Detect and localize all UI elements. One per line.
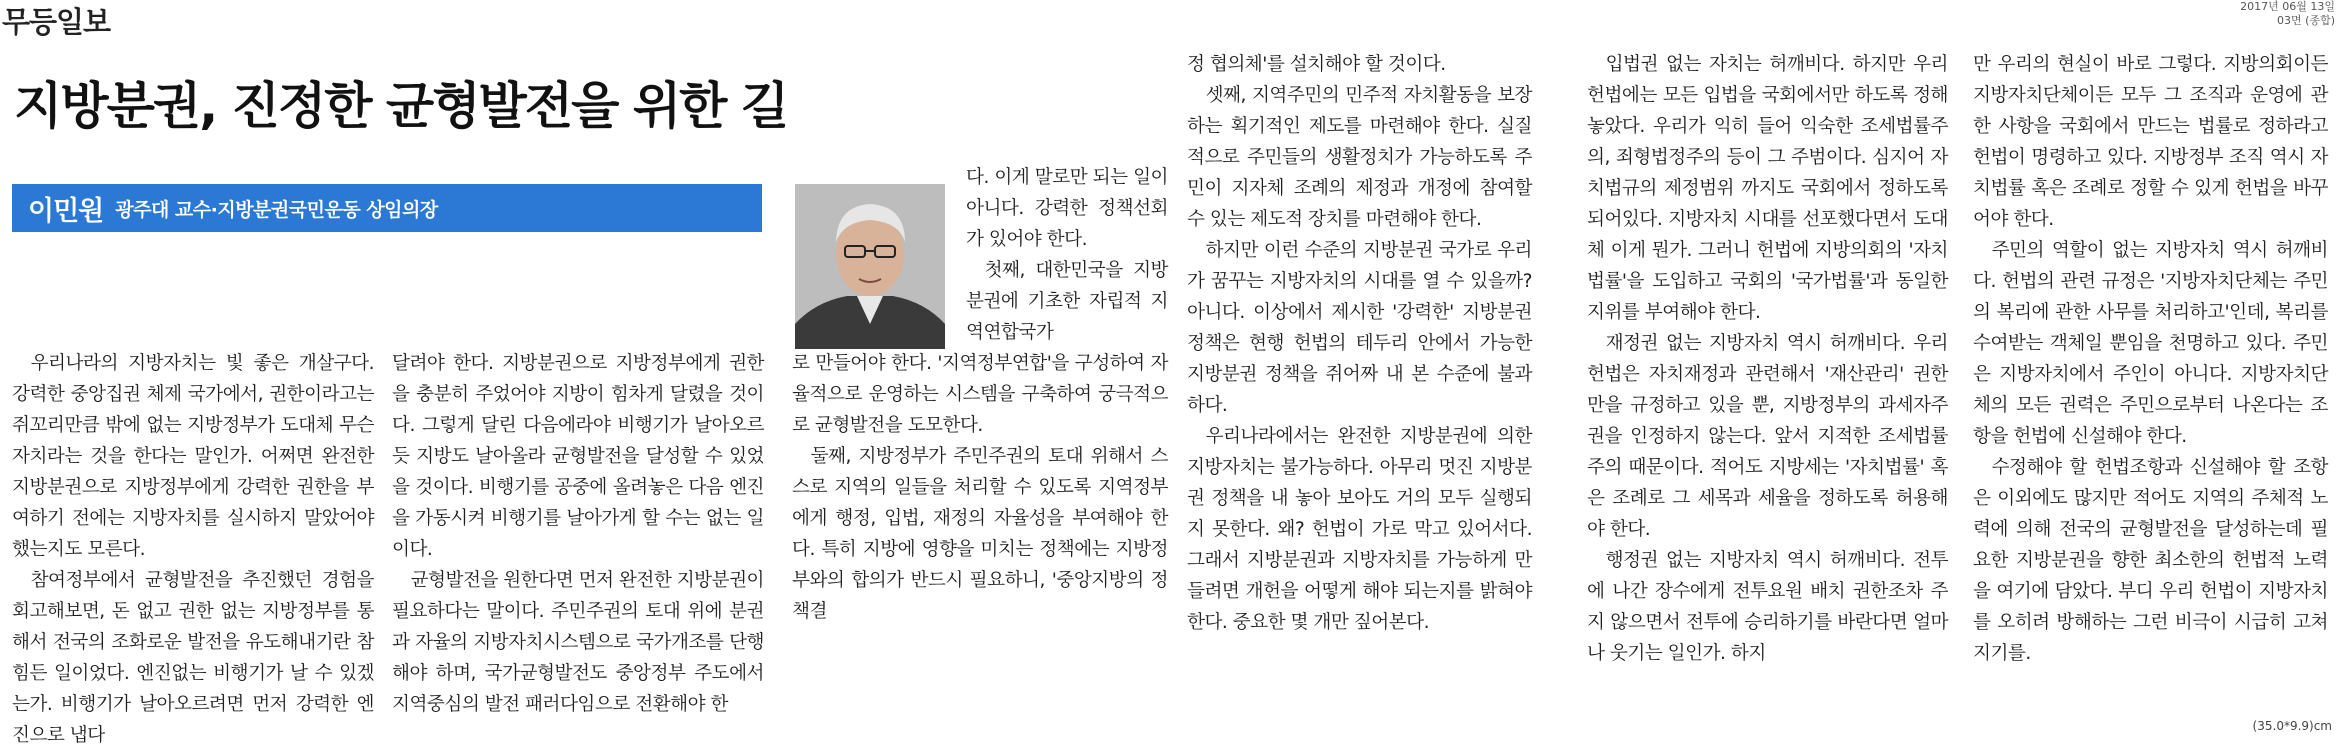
newspaper-masthead: 무등일보 — [2, 5, 111, 39]
author-title: 광주대 교수·지방분권국민운동 상임의장 — [115, 198, 438, 221]
paragraph: 하지만 이런 수준의 지방분권 국가로 우리가 꿈꾸는 지방자치의 시대를 열 수 있을까? 아니다. 이상에서 제시한 '강력한' 지방분권 정책은 현행 헌법의 테두리 안에서 가능한 지방분권 정책을 쥐어짜 내 본 수준에 불과하다. — [1187, 240, 1532, 416]
paragraph: 주민의 역할이 없는 지방자치 역시 허깨비다. 헌법의 관련 규정은 '지방자치단체는 주민의 복리에 관한 사무를 처리하고'인데, 복리를 수여받는 객체일 뿐임을 천명하고 있다. 주민은 지방자치에서 주인이 아니다. 지방자치단체의 모든 권력은 주민으로부터 나온다는 조항을 헌법에 신설해야 한다. — [1973, 240, 2328, 447]
issue-meta — [2240, 0, 2335, 28]
author-portrait-photo — [795, 184, 945, 349]
page-number: 03면 (종합) — [2277, 14, 2335, 27]
paragraph: 행정권 없는 지방자치 역시 허깨비다. 전투에 나간 장수에게 전투요원 배치 권한조차 주지 않으면서 전투에 승리하기를 바란다면 얼마나 웃기는 일인가. 하지 — [1587, 550, 1948, 664]
byline-bar — [12, 184, 762, 232]
paragraph: 우리나라에서는 완전한 지방분권에 의한 지방자치는 불가능하다. 아무리 멋진 지방분권 정책을 내 놓아 보아도 거의 모두 실행되지 못한다. 왜? 헌법이 가로 막고 있어서다. 그래서 지방분권과 지방자치를 가능하게 만들려면 개헌을 어떻게 해야 되는지를 밝혀야 한다. 중요한 몇 개만 짚어본다. — [1187, 426, 1532, 633]
article-column-2 — [392, 348, 764, 720]
article-column-5 — [1587, 49, 1948, 669]
paragraph: 둘째, 지방정부가 주민주권의 토대 위해서 스스로 지역의 일들을 처리할 수 있도록 지역정부에게 행정, 입법, 재정의 자율성을 부여해야 한다. 특히 지방에 영향을 미치는 정책에는 지방정부와의 합의가 반드시 필요하니, '중앙지방의 정책결 — [792, 446, 1168, 622]
paragraph: 다. 이게 말로만 되는 일이 아니다. 강력한 정책선회가 있어야 한다. — [966, 167, 1168, 250]
author-name: 이민원 — [28, 195, 104, 227]
portrait-icon — [795, 184, 945, 349]
paragraph: 우리나라의 지방자치는 빛 좋은 개살구다. 강력한 중앙집권 체제 국가에서, 권한이라고는 쥐꼬리만큼 밖에 없는 지방정부가 도대체 무슨 자치라는 것을 한다는 말인가. 어쩌면 완전한 지방분권으로 지방정부에게 강력한 권한을 부여하기 전에는 지방자치를 실시하지 말았어야 했는지도 모른다. — [12, 353, 374, 560]
article-column-4-lead — [1187, 49, 1532, 80]
clipping-size-note: (35.0*9.9)cm — [2252, 719, 2332, 733]
paragraph: 균형발전을 원한다면 먼저 완전한 지방분권이 필요하다는 말이다. 주민주권의 토대 위에 분권과 자율의 지방자치시스템으로 국가개조를 단행해야 하며, 국가균형발전도 중앙정부 주도에서 지역중심의 발전 패러다임으로 전환해야 한 — [392, 570, 765, 715]
article-column-3-lower — [792, 348, 1168, 627]
article-column-1 — [12, 348, 374, 751]
paragraph: 수정해야 할 헌법조항과 신설해야 할 조항은 이외에도 많지만 적어도 지역의 주체적 노력에 의해 전국의 균형발전을 달성하는데 필요한 지방분권을 향한 최소한의 헌법적 노력을 여기에 담았다. 부디 우리 헌법이 지방자치를 오히려 방해하는 그런 비극이 시급히 고쳐지기를. — [1973, 457, 2328, 664]
paragraph: 로 만들어야 한다. '지역정부연합'을 구성하여 자율적으로 운영하는 시스템을 구축하여 궁극적으로 균형발전을 도모한다. — [792, 353, 1168, 436]
paragraph: 달려야 한다. 지방분권으로 지방정부에게 권한을 충분히 주었어야 지방이 힘차게 달렸을 것이다. 그렇게 달린 다음에라야 비행기가 날아오르듯 지방도 날아올라 균형발전을 달성할 수 있었을 것이다. 비행기를 공중에 올려놓은 다음 엔진을 가동시켜 비행기를 날아가게 할 수는 없는 일이다. — [392, 353, 764, 560]
paragraph: 정 협의체'를 설치해야 할 것이다. — [1187, 54, 1446, 75]
paragraph: 첫째, 대한민국을 지방분권에 기초한 자립적 지역연합국가 — [966, 260, 1168, 343]
paragraph: 만 우리의 현실이 바로 그렇다. 지방의회이든 지방자치단체이든 모두 그 조직과 운영에 관한 사항을 국회에서 만드는 법률로 정하라고 헌법이 명령하고 있다. 지방정부 조직 역시 자치법률 혹은 조례로 정할 수 있게 헌법을 바꾸어야 한다. — [1973, 54, 2328, 230]
paragraph: 재정권 없는 지방자치 역시 허깨비다. 우리 헌법은 자치재정과 관련해서 '재산관리' 권한만을 규정하고 있을 뿐, 지방정부의 과세자주권을 인정하지 않는다. 앞서 지적한 조세법률주의 때문이다. 적어도 지방세는 '자치법률' 혹은 조례로 그 세목과 세율을 정하도록 허용해야 한다. — [1587, 333, 1948, 540]
issue-date: 2017년 06월 13일 — [2240, 0, 2335, 13]
paragraph: 입법권 없는 자치는 허깨비다. 하지만 우리 헌법에는 모든 입법을 국회에서만 하도록 정해 놓았다. 우리가 익히 들어 익숙한 조세법률주의, 죄형법정주의 등이 그 주범이다. 심지어 자치법규의 제정범위 까지도 국회에서 정하도록 되어있다. 지방자치 시대를 선포했다면서 도대체 이게 뭔가. 그러니 헌법에 지방의회의 '자치법률'을 도입하고 국회의 '국가법률'과 동일한 지위를 부여해야 한다. — [1587, 54, 1948, 323]
article-headline: 지방분권, 진정한 균형발전을 위한 길 — [14, 77, 788, 135]
paragraph: 셋째, 지역주민의 민주적 자치활동을 보장하는 획기적인 제도를 마련해야 한다. 실질적으로 주민들의 생활정치가 가능하도록 주민이 지자체 조례의 제정과 개정에 참여할 수 있는 제도적 장치를 마련해야 한다. — [1187, 85, 1532, 230]
paragraph: 참여정부에서 균형발전을 추진했던 경험을 회고해보면, 돈 없고 권한 없는 지방정부를 통해서 전국의 조화로운 발전을 유도해내기란 참 힘든 일이었다. 엔진없는 비행기가 날 수 있겠는가. 비행기가 날아오르려면 먼저 강력한 엔진으로 냅다 — [12, 570, 374, 746]
article-column-3-upper — [966, 162, 1168, 348]
article-column-6 — [1973, 49, 2328, 669]
article-column-4 — [1187, 80, 1532, 638]
